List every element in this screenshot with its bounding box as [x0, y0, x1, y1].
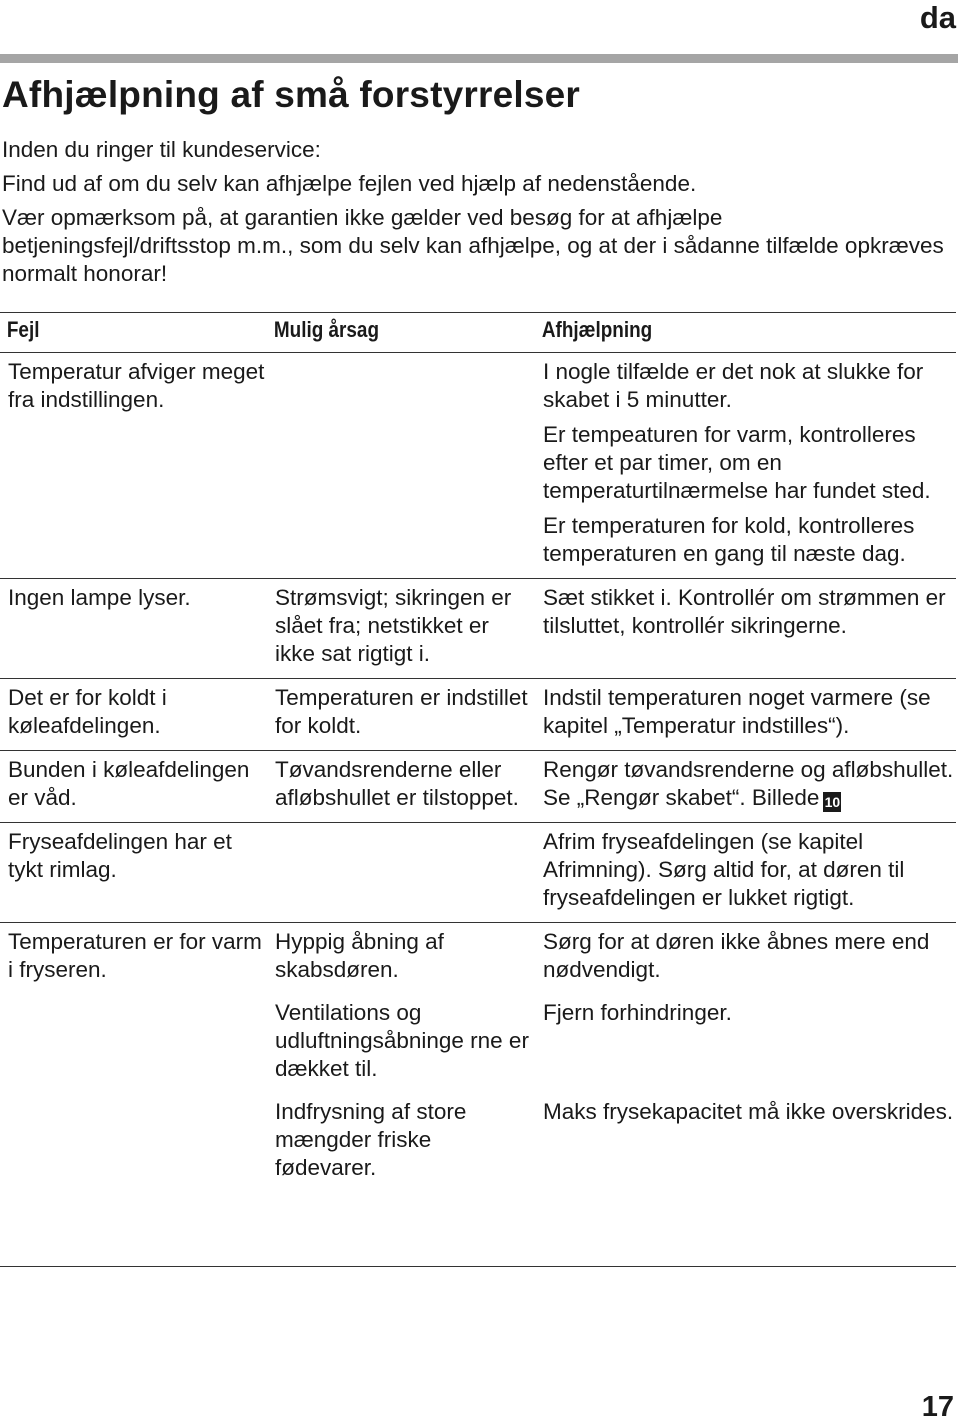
intro-line-1: Inden du ringer til kundeservice:: [2, 137, 321, 162]
afhjaelpning-cell: Sørg for at døren ikke åbnes mere end nødvendigt.: [535, 923, 956, 995]
aarsag-cell: Temperaturen er indstillet for koldt.: [267, 679, 535, 751]
afhjaelpning-cell: Indstil temperaturen noget varmere (se kapitel „Temperatur indstilles“).: [535, 679, 956, 751]
remedy-paragraph: Er temperaturen for kold, kontrolleres temperaturen en gang til næste dag.: [543, 513, 915, 566]
afhjaelpning-cell: Fjern forhindringer.: [543, 1000, 732, 1025]
table-row: [0, 679, 956, 751]
afhjaelpning-cell: [535, 353, 956, 579]
aarsag-cell: Ventilations og udluftningsåbninge rne er dækket til.: [275, 1000, 529, 1081]
afhjaelpning-cell: [535, 751, 956, 823]
intro-line-2: Find ud af om du selv kan afhjælpe fejlen ved hjælp af nedenstående.: [2, 171, 697, 196]
intro-text: [2, 136, 952, 288]
aarsag-cell: Hyppig åbning af skabsdøren.: [267, 923, 535, 995]
table-row: [0, 751, 956, 823]
fejl-cell: Ingen lampe lyser.: [0, 579, 267, 679]
language-tag: da: [919, 0, 956, 35]
fejl-cell: Det er for koldt i køleafdelingen.: [0, 679, 267, 751]
afhjaelpning-cell: Afrim fryseafdelingen (se kapitel Afrimning). Sørg altid for, at døren til fryseafdelingen er lukket rigtigt.: [535, 823, 956, 923]
header-rule: [0, 54, 958, 63]
table-row: [0, 353, 956, 579]
aarsag-cell: [267, 353, 535, 579]
table-header-row: [0, 313, 956, 353]
remedy-paragraph: I nogle tilfælde er det nok at slukke for skabet i 5 minutter.: [543, 359, 924, 412]
page-title: Afhjælpning af små forstyrrelser: [2, 74, 580, 115]
header-fejl: Fejl: [0, 313, 230, 353]
figure-ref-icon: 10: [824, 794, 841, 810]
remedy-paragraph: Er tempeaturen for varm, kontrolleres efter et par timer, om en temperaturtilnærmelse har fundet sted.: [543, 422, 931, 503]
fejl-cell: Fryseafdelingen har et tykt rimlag.: [0, 823, 267, 923]
table-row: [0, 823, 956, 923]
fejl-cell: Temperaturen er for varm i fryseren.: [0, 923, 267, 1193]
header-mulig-aarsag: Mulig årsag: [267, 313, 497, 353]
fejl-cell: Bunden i køleafdelingen er våd.: [0, 751, 267, 823]
remedy-text: Rengør tøvandsrenderne og afløbshullet. Se „Rengør skabet“. Billede: [543, 757, 954, 810]
aarsag-cell: Strømsvigt; sikringen er slået fra; netstikket er ikke sat rigtigt i.: [267, 579, 535, 679]
aarsag-cell: Indfrysning af store mængder friske fødevarer.: [275, 1099, 467, 1180]
afhjaelpning-cell: Maks frysekapacitet må ikke overskrides.: [543, 1099, 954, 1124]
aarsag-cell: [267, 823, 535, 923]
table-row: [0, 579, 956, 679]
troubleshooting-table: [0, 312, 956, 1192]
aarsag-cell: Tøvandsrenderne eller afløbshullet er tilstoppet.: [267, 751, 535, 823]
page-number: 17: [921, 1391, 954, 1423]
table-row: [0, 923, 956, 995]
table-bottom-rule: [0, 1266, 956, 1267]
header-afhjaelpning: Afhjælpning: [535, 313, 897, 353]
intro-line-3: Vær opmærksom på, at garantien ikke gælder ved besøg for at afhjælpe betjeningsfejl/driftsstop m.m., som du selv kan afhjælpe, og at der i sådanne tilfælde opkræves normalt honorar!: [2, 205, 944, 286]
afhjaelpning-cell: Sæt stikket i. Kontrollér om strømmen er tilsluttet, kontrollér sikringerne.: [535, 579, 956, 679]
fejl-cell: Temperatur afviger meget fra indstillingen.: [0, 353, 267, 579]
